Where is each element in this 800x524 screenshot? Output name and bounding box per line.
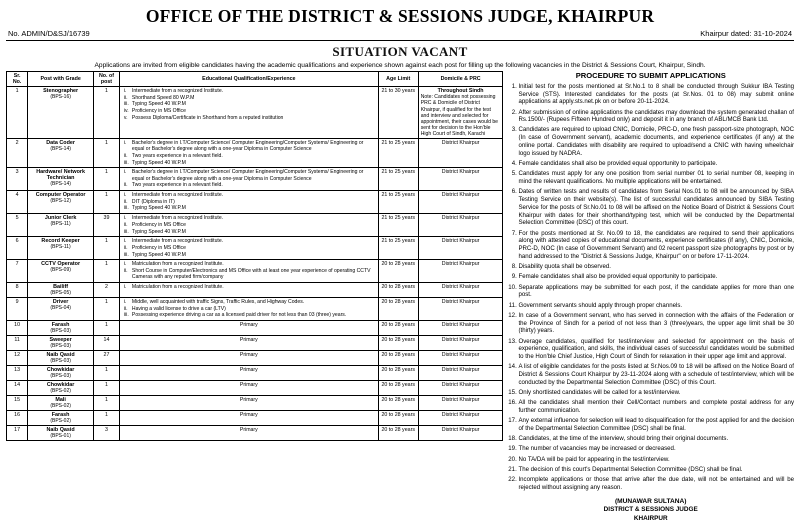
cell-no-of-post: 1 [94,87,120,139]
table-row [7,336,503,351]
page-title: OFFICE OF THE DISTRICT & SESSIONS JUDGE, KHAIRPUR [145,6,655,26]
cell-no-of-post: 27 [94,351,120,366]
cell-domicile: District Khairpur [418,282,503,297]
cell-age-limit: 20 to 28 years [378,366,418,381]
cell-post: Chowkidar (BPS-02) [28,381,94,396]
procedure-item: 20. No TA/DA will be paid for appearing in the test/interview. [518,456,794,464]
cell-no-of-post: 1 [94,321,120,336]
th-nopost: No. of post [94,72,120,87]
procedure-item: 17. Any external influence for selection will lead to disqualification for the post applied for and the decision of the Departmental Selection Committee (DSC) shall be final. [518,417,794,433]
cell-domicile: District Khairpur [418,426,503,441]
cell-no-of-post: 2 [94,282,120,297]
procedure-item: 14. A list of eligible candidates for the posts listed at Sr.Nos.09 to 18 will be affixed on the Notice Board of District & Sessions Court Khairpur by 23-11-2024 along with a schedule of test/interview, which will be conducted by the Departmental Selection Committee (DSC) of this Court. [518,363,794,386]
cell-qualification: i. Bachelor's degree in I.T/Computer Science/ Computer Engineering/Computer Systems/ Engineering or equal or Bachelor's degree along with a one-year Diploma in Computer Science ii. Two years experience in a relevant field. iii. Typing Speed 40 W.P.M [119,139,378,168]
cell-sr: 1 [7,87,28,139]
cell-qualification: i. Matriculation from a recognized Institute. [119,282,378,297]
cell-domicile: District Khairpur [418,396,503,411]
procedure-item: 13. Overage candidates, qualified for test/interview and selected for appointment on the basis of experience, qualification, and skills, the individual cases of successful candidates would be submitted to the Hon'ble Chief Justice, High Court of Sindh for relaxation in their upper age limit and approval. [518,338,794,361]
cell-age-limit: 20 to 28 years [378,321,418,336]
table-row [7,214,503,237]
procedure-item: 22. Incomplete applications or those that arrive after the due date, will not be entertained and will be rejected without assigning any reason. [518,476,794,492]
th-qualification: Educational Qualification/Experience [119,72,378,87]
cell-qualification: i. Intermediate from a recognized Institute. ii. Proficiency in MS Office iii. Typing Speed 40 W.P.M [119,237,378,260]
th-post: Post with Grade [28,72,94,87]
cell-no-of-post: 1 [94,237,120,260]
cell-no-of-post: 14 [94,336,120,351]
cell-domicile: District Khairpur [418,381,503,396]
situation-vacant-banner: SITUATION VACANT [332,44,468,59]
procedure-item: 5. Candidates must apply for any one position from serial number 01 to serial number 08, keeping in mind the relevant qualifications. No multiple applications will be entertained. [518,170,794,186]
cell-qualification: i. Matriculation from a recognized Institute. ii. Short Course in Computer/Electronics and MS Office with at least one year experience of operating CCTV Cameras with any reputed firm/company [119,260,378,283]
cell-no-of-post: 1 [94,168,120,191]
cell-sr: 12 [7,351,28,366]
cell-post: Computer Operator (BPS-12) [28,191,94,214]
cell-age-limit: 20 to 28 years [378,297,418,320]
cell-no-of-post: 1 [94,297,120,320]
cell-age-limit: 20 to 28 years [378,381,418,396]
content-columns [0,71,800,524]
cell-post: Sweeper (BPS-03) [28,336,94,351]
table-row [7,168,503,191]
cell-no-of-post: 1 [94,191,120,214]
procedure-section [507,71,794,524]
cell-sr: 17 [7,426,28,441]
cell-qualification: i. Intermediate from a recognized Institute. ii. Shorthand Speed 80 W.P.M iii. Typing Speed 40 W.P.M iv. Proficiency in MS Office v. Possess Diploma/Certificate in Shorthand from a reputed institution [119,87,378,139]
cell-domicile: District Khairpur [418,336,503,351]
table-row [7,396,503,411]
cell-post: Farash (BPS-03) [28,321,94,336]
procedure-list [507,83,794,492]
cell-domicile: District Khairpur [418,411,503,426]
th-sr: Sr. No. [7,72,28,87]
cell-no-of-post: 39 [94,214,120,237]
table-row [7,366,503,381]
cell-sr: 7 [7,260,28,283]
cell-no-of-post: 1 [94,260,120,283]
cell-sr: 5 [7,214,28,237]
procedure-item: 16. All the candidates shall mention their Cell/Contact numbers and complete postal address for any further communication. [518,399,794,415]
cell-sr: 14 [7,381,28,396]
procedure-item: 9. Female candidates shall also be provided equal opportunity to participate. [518,273,794,281]
cell-domicile: District Khairpur [418,297,503,320]
procedure-item: 18. Candidates, at the time of the interview, should bring their original documents. [518,435,794,443]
procedure-title: PROCEDURE TO SUBMIT APPLICATIONS [575,71,726,80]
procedure-item: 19. The number of vacancies may be increased or decreased. [518,445,794,453]
cell-post: Naib Qasid (BPS-03) [28,351,94,366]
intro-paragraph: Applications are invited from eligible candidates having the academic qualifications and experience shown against each post for filling up the following vacancies in the District & Sessions Court, Khairpur, Sindh. [94,62,706,69]
table-row [7,321,503,336]
procedure-item: 8. Disability quota shall be observed. [518,263,794,271]
signatory-designation: DISTRICT & SESSIONS JUDGE [603,506,698,514]
cell-domicile: District Khairpur [418,237,503,260]
advertisement-page [0,6,800,523]
cell-post: CCTV Operator (BPS-09) [28,260,94,283]
cell-post: Mali (BPS-02) [28,396,94,411]
cell-post: Data Coder (BPS-14) [28,139,94,168]
table-row [7,351,503,366]
table-row [7,260,503,283]
cell-age-limit: 21 to 25 years [378,191,418,214]
cell-sr: 11 [7,336,28,351]
procedure-item: 10. Separate applications may be submitted for each post, if the candidate applies for more than one post. [518,284,794,300]
cell-qualification: i. Bachelor's degree in I.T/Computer Science/ Computer Engineering/Computer Systems/ Engineering or equal or Bachelor's degree along with a one-year Diploma in Computer Science ii. Two years experience in a relevant field. [119,168,378,191]
cell-qualification: i. Intermediate from a recognized Institute. ii. Proficiency in MS Office iii. Typing Speed 40 W.P.M [119,214,378,237]
procedure-item: 15. Only shortlisted candidates will be called for a test/interview. [518,389,794,397]
cell-age-limit: 20 to 28 years [378,351,418,366]
table-row [7,87,503,139]
cell-domicile: District Khairpur [418,168,503,191]
cell-domicile: Throughout Sindh Note: Candidates not possessing PRC & Domicile of District Khairpur, if qualified for the test and interview and selected for appointment, their cases would be sent for decision to the Hon'ble High Court of Sindh, Karachi [418,87,503,139]
cell-age-limit: 21 to 25 years [378,237,418,260]
cell-sr: 15 [7,396,28,411]
cell-age-limit: 21 to 25 years [378,214,418,237]
divider [6,40,794,41]
signatory-name: (MUNAWAR SULTANA) [614,497,687,505]
signatory-place: KHAIRPUR [633,515,668,523]
cell-domicile: District Khairpur [418,351,503,366]
cell-post: Record Keeper (BPS-11) [28,237,94,260]
cell-domicile: District Khairpur [418,366,503,381]
cell-post: Junior Clerk (BPS-11) [28,214,94,237]
cell-qualification: Primary [119,381,378,396]
cell-no-of-post: 1 [94,396,120,411]
cell-no-of-post: 1 [94,411,120,426]
vacancy-table [6,71,503,441]
cell-qualification: Primary [119,321,378,336]
procedure-item: 4. Female candidates shall also be provided equal opportunity to participate. [518,160,794,168]
cell-qualification: Primary [119,351,378,366]
issue-date: Khairpur dated: 31-10-2024 [700,29,792,38]
procedure-item: 6. Dates of written tests and results of candidates from Serial Nos.01 to 08 will be announced by SIBA Testing Service on their website(s). The list of successful candidates announced by SIBA Testing Service for the posts of Sr.No.01 to 08 will be affixed on the Notice Board of District & Sessions Court Khairpur with dates for their shorthand/typing test, which will be conducted by the Departmental Selection Committee (DSC) of this court. [518,188,794,227]
procedure-item: 3. Candidates are required to upload CNIC, Domicile, PRC-D, one fresh passport-size photograph, NOC (In case of Government servant), academic documents, and experience certificates (if any) at the online portal. Candidates with disability are required to upload/send a CNIC with having wheelchair logo issued by NADRA. [518,126,794,157]
cell-qualification: Primary [119,396,378,411]
cell-post: Bailiff (BPS-05) [28,282,94,297]
cell-no-of-post: 3 [94,426,120,441]
cell-post: Naib Qasid (BPS-01) [28,426,94,441]
table-row [7,191,503,214]
cell-age-limit: 20 to 28 years [378,336,418,351]
cell-sr: 2 [7,139,28,168]
reference-number: No. ADMIN/D&SJ/16739 [8,29,90,38]
cell-qualification: Primary [119,366,378,381]
cell-post: Hardware/ Network Technician (BPS-14) [28,168,94,191]
cell-qualification: Primary [119,336,378,351]
cell-age-limit: 21 to 30 years [378,87,418,139]
cell-age-limit: 20 to 28 years [378,426,418,441]
table-row [7,381,503,396]
procedure-item: 21. The decision of this court's Departmental Selection Committee (DSC) shall be final. [518,466,794,474]
cell-age-limit: 21 to 25 years [378,168,418,191]
procedure-item: 12. In case of a Government servant, who has served in connection with the affairs of the Federation or the Province of Sindh for a period of not less than 3 (three)years, the upper age limit shall be 30 (thirty) years. [518,312,794,335]
cell-age-limit: 20 to 28 years [378,260,418,283]
cell-no-of-post: 1 [94,139,120,168]
meta-row [0,29,800,38]
th-age: Age Limit [378,72,418,87]
cell-domicile: District Khairpur [418,191,503,214]
cell-domicile: District Khairpur [418,321,503,336]
cell-no-of-post: 1 [94,381,120,396]
table-row [7,237,503,260]
cell-sr: 4 [7,191,28,214]
cell-qualification: i. Middle, well acquainted with traffic Signs, Traffic Rules, and Highway Codes. ii. Having a valid license to drive a car (LTV) iii. Possessing experience driving a car as a licensed paid driver for not less than 03 (three) years. [119,297,378,320]
procedure-item: 7. For the posts mentioned at Sr. No.09 to 18, the candidates are required to send their applications along with attested copies of educational documents, experience certificates (if any), CNIC, Domicile, PRC-D, NOC (In case of Government Servant) and 02 recent passport size photographs by post or by hand addressed to the "District & Sessions Judge, Khairpur" on or before 17-11-2024. [518,230,794,261]
procedure-item: 11. Government servants should apply through proper channels. [518,302,794,310]
signature-block [507,498,794,524]
cell-sr: 3 [7,168,28,191]
vacancy-table-wrapper [6,71,503,524]
procedure-item: 2. After submission of online applications the candidates may download the system generated challan of Rs.1500/- (Rupees Fifteen Hundred only) and deposit it in any branch of ABL/MCB Bank Ltd. [518,109,794,125]
cell-sr: 13 [7,366,28,381]
cell-age-limit: 20 to 28 years [378,282,418,297]
table-row [7,282,503,297]
table-row [7,297,503,320]
cell-age-limit: 21 to 25 years [378,139,418,168]
cell-domicile: District Khairpur [418,214,503,237]
cell-post: Stenographer (BPS-16) [28,87,94,139]
cell-post: Farash (BPS-02) [28,411,94,426]
procedure-item: 1. Initial test for the posts mentioned at Sr.No.1 to 8 shall be conducted through Sukkur IBA Testing Service (STS). Interested candidates for the posts (at Sr.Nos. 01 to 08) may submit online applications at apply.sts.net.pk on or before 20-11-2024. [518,83,794,106]
table-header-row [7,72,503,87]
cell-domicile: District Khairpur [418,260,503,283]
cell-qualification: Primary [119,411,378,426]
cell-qualification: i. Intermediate from a recognized Institute. ii. DIT (Diploma in IT) iii. Typing Speed 40 W.P.M [119,191,378,214]
cell-age-limit: 20 to 28 years [378,396,418,411]
table-row [7,411,503,426]
cell-domicile: District Khairpur [418,139,503,168]
cell-post: Chowkidar (BPS-03) [28,366,94,381]
cell-qualification: Primary [119,426,378,441]
table-row [7,139,503,168]
cell-post: Driver (BPS-04) [28,297,94,320]
th-domicile: Domicile & PRC [418,72,503,87]
table-row [7,426,503,441]
cell-age-limit: 20 to 28 years [378,411,418,426]
cell-sr: 9 [7,297,28,320]
cell-sr: 16 [7,411,28,426]
cell-sr: 8 [7,282,28,297]
cell-no-of-post: 1 [94,366,120,381]
cell-sr: 6 [7,237,28,260]
cell-sr: 10 [7,321,28,336]
